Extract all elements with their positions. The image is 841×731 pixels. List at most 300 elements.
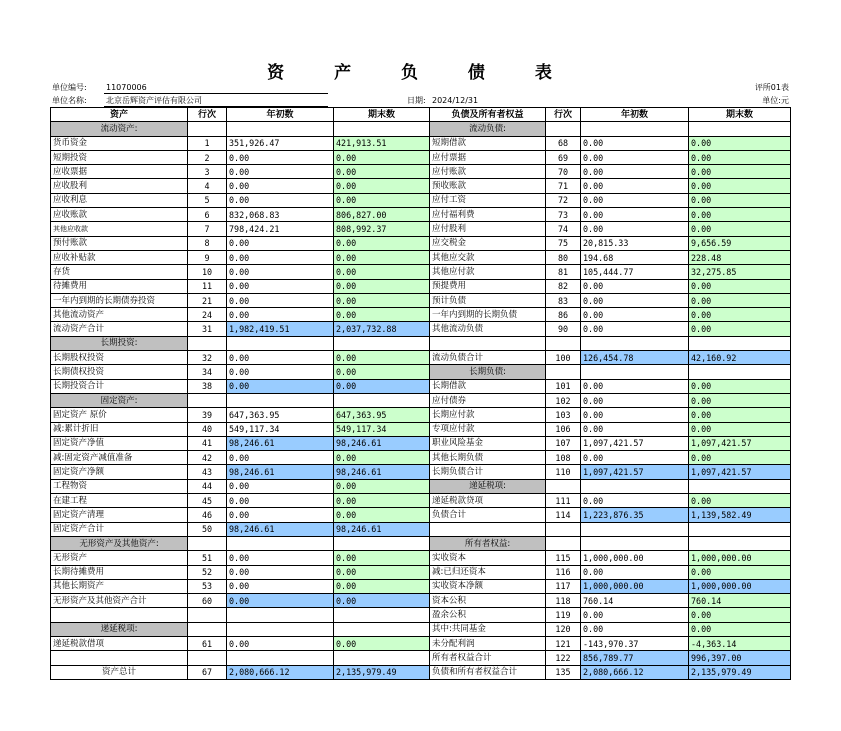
- asset-begin-value: 0.00: [227, 508, 334, 522]
- header-end-2: 期末数: [689, 108, 791, 122]
- asset-end-value[interactable]: 0.00: [334, 250, 430, 264]
- liability-end-value[interactable]: 0.00: [689, 308, 791, 322]
- liability-line: 90: [546, 322, 581, 336]
- asset-begin-value: 0.00: [227, 236, 334, 250]
- asset-name: 在建工程: [51, 494, 188, 508]
- liability-name: 长期借款: [430, 379, 546, 393]
- asset-name: 流动资产合计: [51, 322, 188, 336]
- liability-begin-value: 1,097,421.57: [581, 436, 689, 450]
- asset-line: 51: [188, 551, 227, 565]
- asset-end-value[interactable]: 0.00: [334, 594, 430, 608]
- asset-line: [188, 622, 227, 636]
- asset-end-value[interactable]: 0.00: [334, 451, 430, 465]
- table-row: [51, 608, 791, 622]
- asset-begin-value: 0.00: [227, 551, 334, 565]
- liability-end-value[interactable]: 1,097,421.57: [689, 436, 791, 450]
- table-row: [51, 150, 791, 164]
- table-row: [51, 565, 791, 579]
- liability-line: 70: [546, 165, 581, 179]
- liability-end: [689, 122, 791, 136]
- liability-name: 长期负债:: [430, 365, 546, 379]
- liability-end-value[interactable]: 32,275.85: [689, 265, 791, 279]
- liability-begin-value: 1,097,421.57: [581, 465, 689, 479]
- liability-begin-value: 0.00: [581, 308, 689, 322]
- liability-line: 121: [546, 636, 581, 650]
- asset-line: 21: [188, 293, 227, 307]
- liability-name: 预提费用: [430, 279, 546, 293]
- asset-end-value[interactable]: 0.00: [334, 508, 430, 522]
- liability-end: [689, 336, 791, 350]
- liability-name: 应付福利费: [430, 208, 546, 222]
- asset-begin-value: 798,424.21: [227, 222, 334, 236]
- asset-end-value[interactable]: 2,135,979.49: [334, 665, 430, 679]
- liability-begin-value: 0.00: [581, 608, 689, 622]
- liability-begin-value: 0.00: [581, 136, 689, 150]
- liability-begin-value: -143,970.37: [581, 636, 689, 650]
- liability-end-value[interactable]: 0.00: [689, 179, 791, 193]
- liability-line: 111: [546, 494, 581, 508]
- table-row: [51, 408, 791, 422]
- asset-end-value[interactable]: 0.00: [334, 494, 430, 508]
- asset-line: 11: [188, 279, 227, 293]
- liability-end-value[interactable]: 0.00: [689, 408, 791, 422]
- table-row: [51, 465, 791, 479]
- liability-name: 负债和所有者权益合计: [430, 665, 546, 679]
- liability-name: 长期应付款: [430, 408, 546, 422]
- currency-unit: 单位:元: [762, 96, 789, 105]
- liability-name: [430, 336, 546, 350]
- asset-end-value[interactable]: 808,992.37: [334, 222, 430, 236]
- liability-name: 预收账款: [430, 179, 546, 193]
- asset-end-value[interactable]: 0.00: [334, 351, 430, 365]
- asset-name: 长期债权投资: [51, 365, 188, 379]
- asset-begin-value: 0.00: [227, 150, 334, 164]
- table-row: [51, 536, 791, 550]
- liability-end-value[interactable]: 0.00: [689, 422, 791, 436]
- liability-begin: [581, 522, 689, 536]
- liability-name: 递延税项:: [430, 479, 546, 493]
- unit-name-label: 单位名称:: [52, 96, 87, 105]
- asset-end-value[interactable]: 806,827.00: [334, 208, 430, 222]
- liability-end-value[interactable]: 1,000,000.00: [689, 579, 791, 593]
- liability-begin-value: 0.00: [581, 393, 689, 407]
- liability-end-value[interactable]: 0.00: [689, 136, 791, 150]
- liability-end-value[interactable]: 0.00: [689, 393, 791, 407]
- unit-name: 北京岳辉资产评估有限公司: [106, 96, 202, 105]
- asset-end-value[interactable]: 0.00: [334, 551, 430, 565]
- asset-name: 货币资金: [51, 136, 188, 150]
- liability-begin-value: 20,815.33: [581, 236, 689, 250]
- liability-name: 应付债券: [430, 393, 546, 407]
- liability-end-value[interactable]: 9,656.59: [689, 236, 791, 250]
- asset-end-value[interactable]: 98,246.61: [334, 522, 430, 536]
- liability-line: 106: [546, 422, 581, 436]
- liability-name: 所有者权益:: [430, 536, 546, 550]
- liability-name: 其他流动负债: [430, 322, 546, 336]
- liability-end-value[interactable]: 0.00: [689, 293, 791, 307]
- asset-name: 固定资产 原价: [51, 408, 188, 422]
- liability-end-value[interactable]: 0.00: [689, 165, 791, 179]
- table-row: [51, 322, 791, 336]
- asset-begin-value: 0.00: [227, 579, 334, 593]
- liability-name: 盈余公积: [430, 608, 546, 622]
- asset-name: 递延税项:: [51, 622, 188, 636]
- table-row: [51, 636, 791, 650]
- asset-name: 固定资产合计: [51, 522, 188, 536]
- liability-begin: [581, 479, 689, 493]
- asset-name: 固定资产净额: [51, 465, 188, 479]
- liability-begin: [581, 122, 689, 136]
- liability-begin: [581, 536, 689, 550]
- asset-name: 其他应收款: [51, 222, 188, 236]
- table-row: [51, 293, 791, 307]
- liability-line: [546, 522, 581, 536]
- asset-line: 5: [188, 193, 227, 207]
- asset-name: 长期待摊费用: [51, 565, 188, 579]
- table-row: [51, 193, 791, 207]
- asset-end-value[interactable]: 0.00: [334, 293, 430, 307]
- liability-end-value[interactable]: 760.14: [689, 594, 791, 608]
- asset-end-value[interactable]: 0.00: [334, 308, 430, 322]
- asset-line: 60: [188, 594, 227, 608]
- asset-name: 固定资产净值: [51, 436, 188, 450]
- liability-name: 应付股利: [430, 222, 546, 236]
- liability-begin-value: 194.68: [581, 250, 689, 264]
- liability-name: 流动负债合计: [430, 351, 546, 365]
- asset-begin-value: 0.00: [227, 351, 334, 365]
- asset-line: 43: [188, 465, 227, 479]
- asset-begin-value: [227, 608, 334, 622]
- asset-begin-value: 98,246.61: [227, 465, 334, 479]
- liability-begin-value: 105,444.77: [581, 265, 689, 279]
- unit-no-underline: [104, 93, 328, 94]
- liability-name: [430, 522, 546, 536]
- asset-name: [51, 651, 188, 665]
- balance-sheet-table: [50, 107, 791, 680]
- liability-begin-value: 2,080,666.12: [581, 665, 689, 679]
- liability-line: 83: [546, 293, 581, 307]
- asset-begin-value: 98,246.61: [227, 436, 334, 450]
- asset-end-value[interactable]: 98,246.61: [334, 436, 430, 450]
- asset-line: 2: [188, 150, 227, 164]
- asset-begin-value: 0.00: [227, 451, 334, 465]
- header-begin: 年初数: [227, 108, 334, 122]
- asset-line: 24: [188, 308, 227, 322]
- liability-name: 短期借款: [430, 136, 546, 150]
- liability-end-value[interactable]: 0.00: [689, 622, 791, 636]
- liability-name: 负债合计: [430, 508, 546, 522]
- asset-end: [334, 122, 430, 136]
- liability-name: 其他应付款: [430, 265, 546, 279]
- asset-line: 52: [188, 565, 227, 579]
- table-row: [51, 265, 791, 279]
- asset-line: 6: [188, 208, 227, 222]
- asset-name: [51, 608, 188, 622]
- table-row: [51, 208, 791, 222]
- liability-line: 86: [546, 308, 581, 322]
- asset-line: [188, 393, 227, 407]
- liability-begin: [581, 336, 689, 350]
- liability-begin-value: 0.00: [581, 222, 689, 236]
- asset-name: 预付账款: [51, 236, 188, 250]
- table-row: [51, 422, 791, 436]
- liability-name: 流动负债:: [430, 122, 546, 136]
- liability-name: 所有者权益合计: [430, 651, 546, 665]
- asset-end: [334, 536, 430, 550]
- asset-begin-value: 0.00: [227, 636, 334, 650]
- asset-end-value[interactable]: 0.00: [334, 165, 430, 179]
- asset-end-value[interactable]: 0.00: [334, 279, 430, 293]
- asset-end-value[interactable]: 549,117.34: [334, 422, 430, 436]
- form-id: 评所01表: [754, 83, 789, 92]
- table-row: [51, 622, 791, 636]
- liability-begin: [581, 365, 689, 379]
- table-row: [51, 508, 791, 522]
- liability-line: 73: [546, 208, 581, 222]
- table-row: [51, 393, 791, 407]
- liability-line: 117: [546, 579, 581, 593]
- asset-begin-value: 0.00: [227, 279, 334, 293]
- liability-name: 应付账款: [430, 165, 546, 179]
- liability-end-value[interactable]: 0.00: [689, 150, 791, 164]
- asset-end-value[interactable]: 0.00: [334, 150, 430, 164]
- table-row: [51, 351, 791, 365]
- table-row: [51, 479, 791, 493]
- table-row: [51, 379, 791, 393]
- asset-begin-value: [227, 651, 334, 665]
- liability-begin-value: 1,000,000.00: [581, 579, 689, 593]
- liability-line: 110: [546, 465, 581, 479]
- liability-end-value[interactable]: 1,097,421.57: [689, 465, 791, 479]
- liability-end-value[interactable]: 0.00: [689, 451, 791, 465]
- asset-line: 44: [188, 479, 227, 493]
- asset-begin-value: 832,068.83: [227, 208, 334, 222]
- asset-end-value[interactable]: 0.00: [334, 479, 430, 493]
- liability-begin-value: 0.00: [581, 494, 689, 508]
- liability-name: 预计负债: [430, 293, 546, 307]
- table-row: [51, 136, 791, 150]
- liability-end-value[interactable]: 228.48: [689, 250, 791, 264]
- table-row: [51, 222, 791, 236]
- asset-line: [188, 336, 227, 350]
- table-row: [51, 436, 791, 450]
- asset-name: 无形资产及其他资产合计: [51, 594, 188, 608]
- liability-end: [689, 479, 791, 493]
- liability-name: 资本公积: [430, 594, 546, 608]
- liability-name: 实收资本净额: [430, 579, 546, 593]
- asset-line: 67: [188, 665, 227, 679]
- liability-begin-value: 0.00: [581, 165, 689, 179]
- liability-line: 103: [546, 408, 581, 422]
- liability-name: 一年内到期的长期负债: [430, 308, 546, 322]
- asset-end-value[interactable]: 647,363.95: [334, 408, 430, 422]
- liability-name: 应付票据: [430, 150, 546, 164]
- liability-begin-value: 126,454.78: [581, 351, 689, 365]
- asset-line: [188, 536, 227, 550]
- asset-begin-value: 0.00: [227, 250, 334, 264]
- asset-end-value[interactable]: 98,246.61: [334, 465, 430, 479]
- asset-name: 无形资产: [51, 551, 188, 565]
- liability-line: 81: [546, 265, 581, 279]
- liability-begin-value: 0.00: [581, 565, 689, 579]
- asset-end: [334, 336, 430, 350]
- liability-line: 82: [546, 279, 581, 293]
- liability-end-value[interactable]: 0.00: [689, 322, 791, 336]
- liability-line: 114: [546, 508, 581, 522]
- liability-line: 118: [546, 594, 581, 608]
- asset-name: 资产总计: [51, 665, 188, 679]
- asset-begin-value: 351,926.47: [227, 136, 334, 150]
- liability-end-value[interactable]: 0.00: [689, 208, 791, 222]
- asset-end-value[interactable]: 0.00: [334, 636, 430, 650]
- table-row: [51, 594, 791, 608]
- asset-name: 应收账款: [51, 208, 188, 222]
- liability-end-value[interactable]: 2,135,979.49: [689, 665, 791, 679]
- liability-name: 长期负债合计: [430, 465, 546, 479]
- asset-name: 应收利息: [51, 193, 188, 207]
- asset-begin-value: 0.00: [227, 365, 334, 379]
- asset-end-value[interactable]: 0.00: [334, 265, 430, 279]
- liability-line: 119: [546, 608, 581, 622]
- asset-name: 应收补贴款: [51, 250, 188, 264]
- liability-line: 75: [546, 236, 581, 250]
- asset-line: 1: [188, 136, 227, 150]
- asset-line: 39: [188, 408, 227, 422]
- asset-line: 53: [188, 579, 227, 593]
- asset-name: 长期投资:: [51, 336, 188, 350]
- liability-name: 应交税金: [430, 236, 546, 250]
- asset-name: 流动资产:: [51, 122, 188, 136]
- asset-begin-value: 1,982,419.51: [227, 322, 334, 336]
- asset-begin: [227, 536, 334, 550]
- asset-line: 3: [188, 165, 227, 179]
- liability-begin-value: 1,000,000.00: [581, 551, 689, 565]
- asset-begin-value: 0.00: [227, 265, 334, 279]
- asset-name: 其他长期资产: [51, 579, 188, 593]
- asset-begin-value: 0.00: [227, 293, 334, 307]
- asset-name: 待摊费用: [51, 279, 188, 293]
- liability-end-value[interactable]: 0.00: [689, 494, 791, 508]
- asset-name: 存货: [51, 265, 188, 279]
- table-row: [51, 579, 791, 593]
- asset-name: 固定资产清理: [51, 508, 188, 522]
- liability-end-value[interactable]: 0.00: [689, 279, 791, 293]
- liability-name: 未分配利润: [430, 636, 546, 650]
- asset-end-value[interactable]: 2,037,732.88: [334, 322, 430, 336]
- liability-begin-value: 0.00: [581, 451, 689, 465]
- liability-end-value[interactable]: 0.00: [689, 565, 791, 579]
- liability-line: 135: [546, 665, 581, 679]
- table-row: [51, 336, 791, 350]
- asset-begin: [227, 336, 334, 350]
- asset-line: 40: [188, 422, 227, 436]
- asset-name: 固定资产:: [51, 393, 188, 407]
- asset-end-value[interactable]: 0.00: [334, 565, 430, 579]
- asset-line: 10: [188, 265, 227, 279]
- liability-end-value[interactable]: 1,000,000.00: [689, 551, 791, 565]
- table-row: [51, 179, 791, 193]
- asset-line: 45: [188, 494, 227, 508]
- asset-begin: [227, 122, 334, 136]
- asset-end-value[interactable]: 421,913.51: [334, 136, 430, 150]
- liability-line: 74: [546, 222, 581, 236]
- liability-begin-value: 0.00: [581, 279, 689, 293]
- asset-end-value: [334, 608, 430, 622]
- liability-line: 116: [546, 565, 581, 579]
- liability-name: 其中:共同基金: [430, 622, 546, 636]
- liability-begin-value: 0.00: [581, 379, 689, 393]
- header-asset: 资产: [51, 108, 188, 122]
- liability-end-value[interactable]: 42,160.92: [689, 351, 791, 365]
- table-row: [51, 365, 791, 379]
- asset-end-value[interactable]: 0.00: [334, 236, 430, 250]
- liability-name: 实收资本: [430, 551, 546, 565]
- asset-end-value[interactable]: 0.00: [334, 579, 430, 593]
- asset-end-value[interactable]: 0.00: [334, 179, 430, 193]
- asset-begin-value: 0.00: [227, 193, 334, 207]
- liability-end-value[interactable]: -4,363.14: [689, 636, 791, 650]
- asset-line: 61: [188, 636, 227, 650]
- asset-end-value[interactable]: 0.00: [334, 379, 430, 393]
- report-date: 2024/12/31: [432, 96, 479, 105]
- liability-begin-value: 0.00: [581, 179, 689, 193]
- table-row: [51, 494, 791, 508]
- liability-line: 102: [546, 393, 581, 407]
- liability-line: [546, 536, 581, 550]
- asset-name: 减:固定资产减值准备: [51, 451, 188, 465]
- table-row: [51, 308, 791, 322]
- liability-end-value[interactable]: 1,139,582.49: [689, 508, 791, 522]
- asset-line: 34: [188, 365, 227, 379]
- liability-begin-value: 0.00: [581, 322, 689, 336]
- liability-end-value[interactable]: 0.00: [689, 379, 791, 393]
- asset-begin-value: 0.00: [227, 379, 334, 393]
- liability-name: 职业风险基金: [430, 436, 546, 450]
- liability-name: 专项应付款: [430, 422, 546, 436]
- header-line-2: 行次: [546, 108, 581, 122]
- liability-end: [689, 536, 791, 550]
- asset-begin-value: 0.00: [227, 565, 334, 579]
- asset-begin-value: 98,246.61: [227, 522, 334, 536]
- asset-end-value[interactable]: 0.00: [334, 193, 430, 207]
- liability-begin-value: 0.00: [581, 193, 689, 207]
- asset-begin-value: 0.00: [227, 479, 334, 493]
- table-row: [51, 279, 791, 293]
- asset-name: 短期投资: [51, 150, 188, 164]
- asset-line: 46: [188, 508, 227, 522]
- asset-end-value[interactable]: 0.00: [334, 365, 430, 379]
- report-title: 资 产 负 债 表: [267, 63, 574, 83]
- asset-begin-value: 0.00: [227, 179, 334, 193]
- liability-end-value[interactable]: 0.00: [689, 193, 791, 207]
- header-line: 行次: [188, 108, 227, 122]
- liability-line: 108: [546, 451, 581, 465]
- liability-end-value[interactable]: 0.00: [689, 222, 791, 236]
- liability-line: 80: [546, 250, 581, 264]
- header-end: 期末数: [334, 108, 430, 122]
- asset-begin-value: 549,117.34: [227, 422, 334, 436]
- asset-name: 其他流动资产: [51, 308, 188, 322]
- asset-line: [188, 651, 227, 665]
- asset-name: 无形资产及其他资产:: [51, 536, 188, 550]
- liability-begin-value: 0.00: [581, 208, 689, 222]
- liability-begin-value: 0.00: [581, 150, 689, 164]
- liability-end-value[interactable]: 996,397.00: [689, 651, 791, 665]
- liability-name: 其他长期负债: [430, 451, 546, 465]
- asset-begin: [227, 622, 334, 636]
- liability-end-value[interactable]: 0.00: [689, 608, 791, 622]
- liability-begin-value: 0.00: [581, 408, 689, 422]
